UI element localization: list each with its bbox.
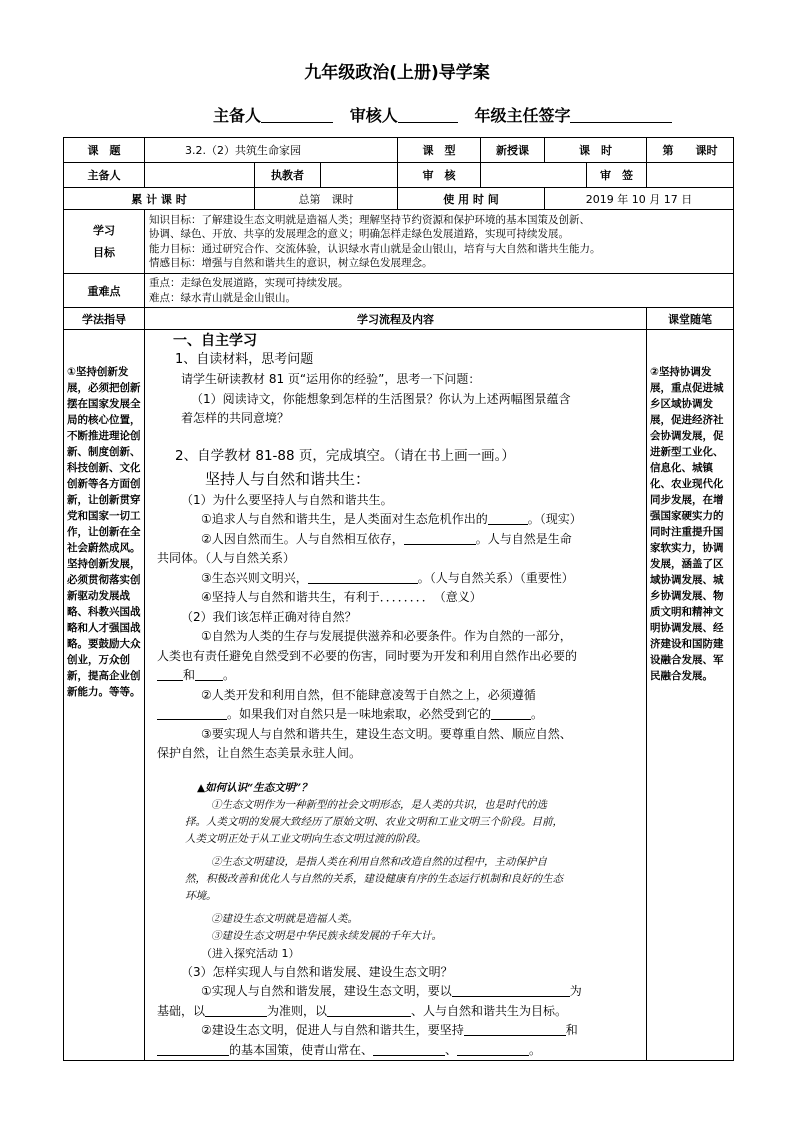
row-keypoints: [64, 274, 734, 308]
q1-b-tail: 。人与自然是生命: [475, 531, 572, 546]
box-2c: 环境。: [185, 889, 217, 902]
teacher-value[interactable]: [321, 163, 398, 188]
review-value[interactable]: [481, 163, 587, 188]
row-hours: [64, 188, 734, 210]
column-header-content: 学习流程及内容: [145, 308, 647, 330]
goals-knowledge-1: 知识目标：了解建设生态文明就是造福人类；理解坚持节约资源和保护环境的基本国策及创新、: [149, 213, 590, 226]
q1-a-text: ①追求人与自然和谐共生，是人类面对生态危机作出的: [201, 512, 488, 526]
q3-a2-text: 基础，以: [157, 1003, 206, 1018]
section-self-study: 一、自主学习: [173, 333, 257, 349]
q3-a2: [155, 1002, 640, 1022]
q2-b2-text: 。如果我们对自然只是一味地索取，必然受到它的: [227, 707, 492, 721]
column-header-method: 学法指导: [64, 308, 145, 330]
q1-c-tail: 。（人与自然关系）（重要性）: [417, 570, 574, 585]
item-read-material: 1、自读材料，思考问题: [175, 352, 314, 367]
date-label: 使 用 时 间: [398, 188, 545, 210]
q3-a1-text: ①实现人与自然和谐发展，建设生态文明，要以: [201, 984, 452, 998]
lesson-table: [63, 137, 734, 1061]
box-1a: ①生态文明作为一种新型的社会文明形态，是人类的共识，也是时代的选: [211, 798, 547, 811]
column-header-notes: 课堂随笔: [647, 308, 734, 330]
row-goals: [64, 210, 734, 274]
q2-a2: 人类也有责任避免自然受到不必要的伤害，同时要为开发和利用自然作出必要的: [157, 648, 578, 663]
reviewer-blank[interactable]: [398, 106, 458, 123]
row-body: [64, 330, 734, 1061]
keypoints-label: 重难点: [64, 274, 145, 308]
q3-b1-text: ②建设生态文明，促进人与自然和谐共生，要坚持: [201, 1023, 464, 1037]
class-notes: ②坚持协调发展，重点促进城乡区域协调发展，促进经济社会协调发展，促进新型工业化、信息化、城镇化、农业现代化同步发展，在增强国家硬实力的同时注重提升国家软实力，协调发展，涵盖了区域协调发展、城乡协调发展、物质文明和精神文明协调发展、经济建设和国防建设融合发展、军民融合发展。: [647, 330, 734, 1061]
q3-b-blank1[interactable]: [464, 1022, 566, 1036]
q1-b-text: ②人因自然而生。人与自然相互依存，: [201, 531, 404, 546]
item-self-study-textbook: 2、自学教材 81-88 页，完成填空。（请在书上画一画。）: [175, 447, 515, 464]
q2-a3-end: 。: [223, 668, 236, 682]
q2-a3-and: 和: [183, 668, 196, 682]
q1-a-blank[interactable]: [488, 511, 528, 525]
q1-c-blank[interactable]: [308, 570, 418, 584]
question-3: （3）怎样实现人与自然和谐发展、建设生态文明？: [181, 964, 453, 979]
q3-a2-mid: 为准则，以: [267, 1003, 328, 1018]
q3-b1-tail: 和: [565, 1023, 578, 1037]
box-3: ②建设生态文明就是造福人类。: [211, 912, 358, 925]
q1-c: [155, 569, 640, 589]
question-2: （2）我们该怎样正确对待自然？: [181, 609, 357, 624]
period-label: 课 时: [545, 138, 647, 163]
box-1c: 人类文明正处于从工业文明向生态文明过渡的阶段。: [185, 832, 427, 845]
learning-content: [145, 330, 647, 1061]
goals-emotion: 情感目标：增强与自然和谐共生的意识，树立绿色发展理念。: [149, 257, 433, 269]
q2-a3: [155, 666, 640, 686]
q3-b1: [155, 1021, 640, 1041]
row-column-headers: [64, 308, 734, 330]
item1-intro: 请学生研读教材 81 页“运用你的经验”，思考一下问题：: [181, 372, 481, 386]
q3-a-blank3[interactable]: [327, 1003, 411, 1017]
q2-b1: ②人类开发和利用自然，但不能肆意凌驾于自然之上，必须遵循: [201, 687, 536, 702]
box-title: ▲如何认识“生态文明”？: [197, 781, 312, 794]
q2-c2: 保护自然，让自然生态美景永驻人间。: [157, 746, 362, 760]
period-value: 第 课时: [647, 138, 734, 163]
box-4: ③建设生态文明是中华民族永续发展的千年大计。: [211, 929, 442, 942]
page-title: 九年级政治(上册)导学案: [304, 63, 490, 83]
q2-a-blank1[interactable]: [157, 667, 183, 681]
cumulative-label: 累 计 课 时: [64, 188, 255, 210]
q3-a-blank1[interactable]: [452, 983, 570, 997]
type-label: 课 型: [398, 138, 481, 163]
q3-a1: [155, 982, 640, 1002]
keypoints-text: [145, 274, 734, 308]
type-value: 新授课: [481, 138, 545, 163]
box-2a: ②生态文明建设，是指人类在利用自然和改造自然的过程中，主动保护自: [211, 855, 547, 868]
method-guidance: ①坚持创新发展，必须把创新摆在国家发展全局的核心位置，不断推进理论创新、制度创新、科技创新、文化创新等各方面创新，让创新贯穿党和国家一切工作，让创新在全社会蔚然成风。坚持创新发展，必须贯彻落实创新驱动发展战略、科教兴国战略和人才强国战略。要鼓励大众创业，万众创新，提高企业创新能力。等等。: [64, 330, 145, 1061]
date-value: 2019 年 10 月 17 日: [545, 188, 734, 210]
q3-b2: [155, 1041, 640, 1061]
q2-b2: [155, 705, 640, 725]
lead-preparer-blank[interactable]: [261, 106, 333, 123]
reviewer-label: 审核人: [349, 106, 398, 125]
sign-label: 审 签: [587, 163, 647, 188]
goals-label: [64, 210, 145, 274]
q2-a1: ①自然为人类的生存与发展提供滋养和必要条件。作为自然的一部分，: [201, 629, 572, 643]
total-label: 总第 课时: [255, 188, 398, 210]
q3-a2-tail: 、人与自然和谐共生为目标。: [411, 1003, 568, 1018]
q1-b: [155, 530, 640, 550]
sign-value[interactable]: [647, 163, 734, 188]
q1-a-tail: 。（现实）: [527, 512, 582, 526]
row-staff: [64, 163, 734, 188]
director-signature-blank[interactable]: [570, 106, 672, 123]
topic-value: 3.2.（2）共筑生命家园: [145, 138, 398, 163]
goals-label-line2: 目标: [93, 245, 115, 259]
q3-b-blank4[interactable]: [457, 1042, 529, 1056]
goals-label-line1: 学习: [93, 223, 115, 237]
lead-preparer-label: 主备人: [213, 106, 262, 125]
handwritten-heading: 坚持人与自然和谐共生：: [205, 469, 371, 488]
box-2b: 然，积极改善和优化人与自然的关系，建设健康有序的生态运行机制和良好的生态: [185, 872, 563, 885]
q2-b-blank1[interactable]: [157, 706, 227, 720]
q3-a1-tail: 为: [569, 984, 582, 998]
q2-a-blank2[interactable]: [195, 667, 223, 681]
q1-a: [155, 510, 640, 530]
goals-knowledge-2: 协调、绿色、开放、共享的发展理念的意义；明确怎样走绿色发展道路，实现可持续发展。: [149, 228, 569, 240]
row-topic: [64, 138, 734, 163]
question-1: （1）为什么要坚持人与自然和谐共生。: [181, 492, 393, 507]
q3-a-blank2[interactable]: [205, 1003, 267, 1017]
q2-b-blank2[interactable]: [491, 706, 531, 720]
item1-question-a: （1）阅读诗文，你能想象到怎样的生活图景？你认为上述两幅图景蕴含: [191, 391, 571, 406]
q3-b-blank3[interactable]: [373, 1042, 445, 1056]
q1-c-text: ③生态兴则文明兴，: [201, 570, 308, 585]
q2-b2-end: 。: [531, 707, 544, 721]
goals-text: [145, 210, 734, 274]
q3-b2-end: 。: [529, 1042, 542, 1057]
goals-ability: 能力目标：通过研究合作、交流体验，认识绿水青山就是金山银山，培育与大自然和谐共生能力。: [149, 242, 601, 255]
q3-b-blank2[interactable]: [157, 1042, 229, 1056]
keypoint-key: 重点：走绿色发展道路，实现可持续发展。: [149, 277, 349, 289]
enter-activity: （进入探究活动 1）: [201, 946, 300, 960]
lead-label: 主备人: [64, 163, 145, 188]
keypoint-difficulty: 难点：绿水青山就是金山银山。: [149, 291, 296, 304]
q2-c1: ③要实现人与自然和谐共生，建设生态文明。要尊重自然、顺应自然、: [201, 726, 572, 741]
item1-question-b: 着怎样的共同意境？: [181, 411, 290, 425]
q1-d: ④坚持人与自然和谐共生，有利于．．．．．．．． （意义）: [201, 590, 482, 604]
q3-b2-text: 的基本国策，使青山常在、: [229, 1042, 374, 1057]
q1-b-blank[interactable]: [404, 531, 476, 545]
review-label: 审 核: [398, 163, 481, 188]
teacher-label: 执教者: [255, 163, 321, 188]
box-1b: 择。人类文明的发展大致经历了原始文明、农业文明和工业文明三个阶段。目前，: [185, 815, 563, 828]
signature-line: [213, 103, 672, 126]
director-label: 年级主任签字: [474, 106, 571, 125]
q3-b2-sep: 、: [445, 1042, 458, 1057]
q1-b-cont: 共同体。（人与自然关系）: [157, 551, 296, 565]
lead-value[interactable]: [145, 163, 255, 188]
topic-label: 课 题: [64, 138, 145, 163]
